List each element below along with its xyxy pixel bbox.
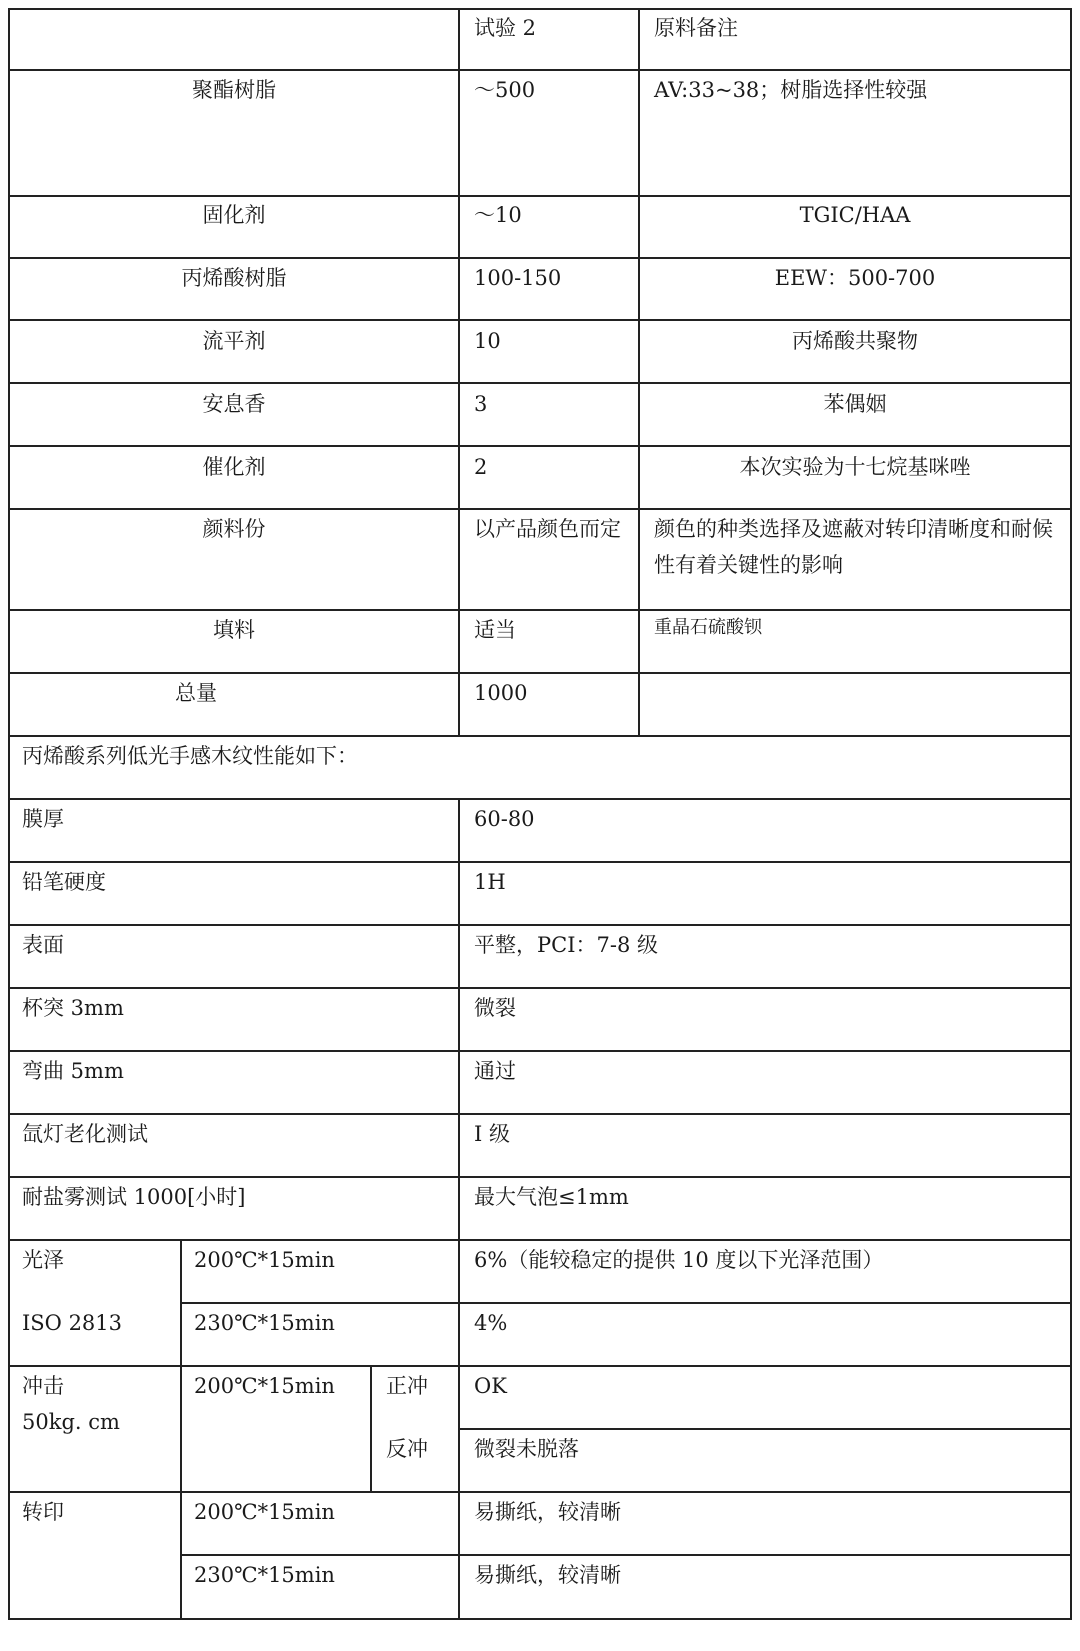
material-amount: 以产品颜色而定: [474, 517, 621, 541]
material-name: 总量: [175, 681, 217, 705]
impact-direction: 正冲: [386, 1374, 428, 1398]
rule: [8, 861, 1072, 863]
material-amount: 10: [474, 329, 501, 353]
material-amount: 3: [474, 392, 488, 416]
property-value: 1H: [474, 870, 506, 894]
rule: [638, 8, 640, 737]
rule: [8, 8, 1072, 10]
impact-value: OK: [474, 1374, 507, 1398]
material-name: 填料: [213, 618, 255, 642]
material-note: AV:33~38；树脂选择性较强: [654, 78, 928, 102]
rule: [8, 8, 10, 1620]
property-name: 铅笔硬度: [22, 870, 106, 894]
property-value: 60-80: [474, 807, 535, 831]
section-title: 丙烯酸系列低光手感木纹性能如下：: [22, 744, 358, 768]
rule: [1070, 8, 1072, 1620]
impact-spec: 50kg. cm: [22, 1410, 120, 1434]
property-value: 平整，PCI：7-8 级: [474, 933, 658, 957]
rule: [458, 798, 460, 1620]
rule: [8, 924, 1072, 926]
rule: [8, 445, 1072, 447]
property-name: 弯曲 5mm: [22, 1059, 124, 1083]
rule: [8, 1176, 1072, 1178]
material-note: 颜色的种类选择及遮蔽对转印清晰度和耐候性有着关键性的影响: [654, 517, 1053, 577]
material-amount: 100-150: [474, 266, 562, 290]
rule: [8, 257, 1072, 259]
impact-label: 冲击: [22, 1374, 64, 1398]
gloss-value: 4%: [474, 1311, 508, 1335]
rule: [180, 1302, 1072, 1304]
rule: [8, 672, 1072, 674]
property-name: 耐盐雾测试 1000[小时]: [22, 1185, 246, 1209]
material-name: 固化剂: [202, 203, 266, 227]
impact-direction: 反冲: [386, 1437, 428, 1461]
rule: [8, 735, 1072, 737]
impact-value: 微裂未脱落: [474, 1437, 579, 1461]
gloss-standard: ISO 2813: [22, 1311, 123, 1335]
rule: [458, 1428, 1072, 1430]
gloss-value: 6%（能较稳定的提供 10 度以下光泽范围）: [474, 1248, 884, 1272]
document-table: [8, 8, 1072, 1638]
material-name: 聚酯树脂: [192, 78, 276, 102]
material-name: 颜料份: [202, 517, 266, 541]
rule: [370, 1365, 372, 1491]
rule: [8, 508, 1072, 510]
rule: [8, 798, 1072, 800]
material-name: 流平剂: [202, 329, 266, 353]
property-value: 微裂: [474, 996, 516, 1020]
rule: [458, 8, 460, 737]
material-note: 本次实验为十七烷基咪唑: [739, 455, 971, 479]
material-amount: 2: [474, 455, 488, 479]
rule: [8, 69, 1072, 71]
rule: [8, 319, 1072, 321]
material-amount: 适当: [474, 618, 516, 642]
material-amount: ～500: [474, 78, 536, 102]
rule: [8, 382, 1072, 384]
property-value: 最大气泡≤1mm: [474, 1185, 629, 1209]
rule: [8, 1113, 1072, 1115]
property-value: 通过: [474, 1059, 516, 1083]
rule: [180, 1239, 182, 1620]
property-name: 表面: [22, 933, 64, 957]
material-amount: ～10: [474, 203, 522, 227]
rule: [8, 1491, 1072, 1493]
gloss-condition: 230℃*15min: [194, 1311, 335, 1335]
material-note: 苯偶姻: [823, 392, 887, 416]
header-notes: 原料备注: [654, 16, 738, 40]
material-name: 催化剂: [202, 455, 266, 479]
material-name: 安息香: [202, 392, 266, 416]
material-note: TGIC/HAA: [799, 203, 911, 227]
transfer-value: 易撕纸，较清晰: [474, 1563, 621, 1587]
gloss-condition: 200℃*15min: [194, 1248, 335, 1272]
impact-condition: 200℃*15min: [194, 1374, 335, 1398]
material-name: 丙烯酸树脂: [181, 266, 287, 290]
rule: [8, 1050, 1072, 1052]
transfer-condition: 200℃*15min: [194, 1500, 335, 1524]
rule: [180, 1554, 1072, 1556]
property-name: 氙灯老化测试: [22, 1122, 148, 1146]
rule: [8, 987, 1072, 989]
material-amount: 1000: [474, 681, 528, 705]
material-note: 重晶石硫酸钡: [654, 617, 762, 638]
rule: [8, 1618, 1072, 1620]
material-note: EEW：500-700: [774, 266, 936, 290]
property-name: 膜厚: [22, 807, 64, 831]
rule: [8, 609, 1072, 611]
gloss-label: 光泽: [22, 1248, 64, 1272]
transfer-condition: 230℃*15min: [194, 1563, 335, 1587]
transfer-label: 转印: [22, 1500, 64, 1524]
transfer-value: 易撕纸，较清晰: [474, 1500, 621, 1524]
rule: [8, 1239, 1072, 1241]
property-name: 杯突 3mm: [22, 996, 124, 1020]
material-note: 丙烯酸共聚物: [792, 329, 918, 353]
rule: [8, 1365, 1072, 1367]
property-value: I 级: [474, 1122, 510, 1146]
header-trial: 试验 2: [474, 16, 537, 40]
